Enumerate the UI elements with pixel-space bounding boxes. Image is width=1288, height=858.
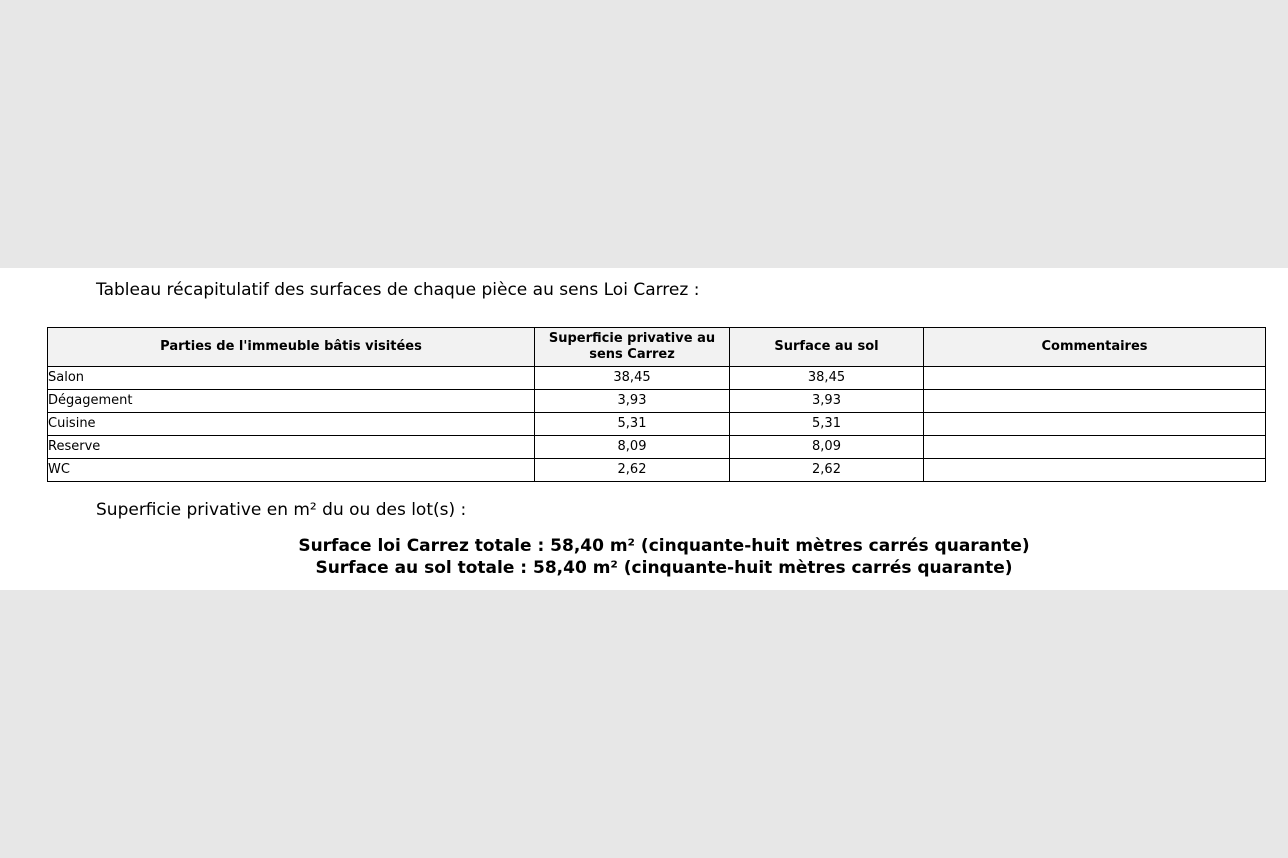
header-parties: Parties de l'immeuble bâtis visitées <box>48 328 535 367</box>
table-row <box>48 413 1266 436</box>
carrez-value: 38,45 <box>535 367 730 390</box>
room-name: Reserve <box>48 436 535 459</box>
surfaces-table <box>47 327 1266 482</box>
room-name: Cuisine <box>48 413 535 436</box>
sol-value: 2,62 <box>730 459 924 482</box>
room-name: Salon <box>48 367 535 390</box>
comment-cell <box>924 413 1266 436</box>
table-row <box>48 367 1266 390</box>
total-sol: Surface au sol totale : 58,40 m² (cinquante-huit mètres carrés quarante) <box>315 558 1013 578</box>
header-commentaires: Commentaires <box>924 328 1266 367</box>
carrez-value: 8,09 <box>535 436 730 459</box>
table-row <box>48 390 1266 413</box>
document-page <box>0 268 1288 590</box>
table-row <box>48 459 1266 482</box>
carrez-value: 5,31 <box>535 413 730 436</box>
carrez-value: 2,62 <box>535 459 730 482</box>
comment-cell <box>924 390 1266 413</box>
comment-cell <box>924 459 1266 482</box>
sol-value: 5,31 <box>730 413 924 436</box>
header-surface-sol: Surface au sol <box>730 328 924 367</box>
table-header-row <box>48 328 1266 367</box>
sol-value: 3,93 <box>730 390 924 413</box>
room-name: Dégagement <box>48 390 535 413</box>
header-superficie-carrez: Superficie privative au sens Carrez <box>535 328 730 367</box>
carrez-value: 3,93 <box>535 390 730 413</box>
sol-value: 38,45 <box>730 367 924 390</box>
comment-cell <box>924 436 1266 459</box>
comment-cell <box>924 367 1266 390</box>
private-area-heading: Superficie privative en m² du ou des lot(s) : <box>96 500 467 520</box>
total-carrez: Surface loi Carrez totale : 58,40 m² (cinquante-huit mètres carrés quarante) <box>298 536 1030 556</box>
summary-heading: Tableau récapitulatif des surfaces de chaque pièce au sens Loi Carrez : <box>96 280 700 300</box>
room-name: WC <box>48 459 535 482</box>
table-row <box>48 436 1266 459</box>
sol-value: 8,09 <box>730 436 924 459</box>
